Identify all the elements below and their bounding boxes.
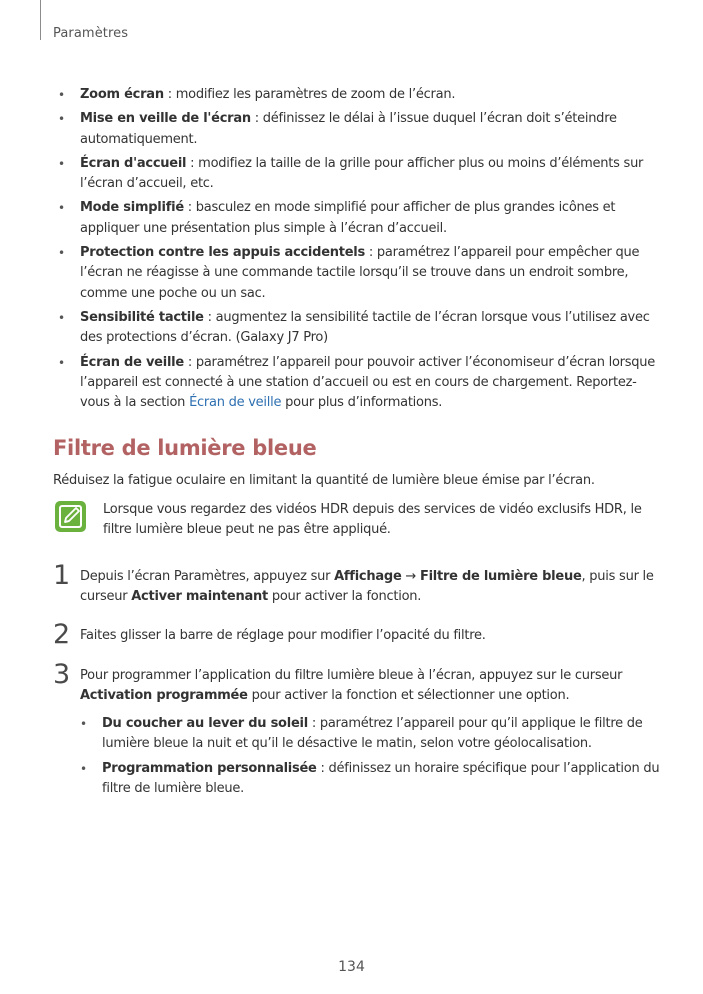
item-term: Du coucher au lever du soleil xyxy=(102,716,308,731)
step-text xyxy=(80,567,660,608)
item-text: : paramétrez l’appareil pour qu’il applique le filtre de lumière bleue la nuit et qu’il le désactive le matin, selon votre géolocalisation. xyxy=(102,716,643,752)
step-text: Faites glisser la barre de réglage pour modifier l’opacité du filtre. xyxy=(80,628,486,643)
bullet-icon: • xyxy=(58,88,65,102)
item-text: : définissez le délai à l’issue duquel l’écran doit s’éteindre automatiquement. xyxy=(80,111,617,147)
list-item xyxy=(58,353,658,414)
schedule-options-list xyxy=(80,714,660,803)
item-text-after: pour plus d’informations. xyxy=(281,395,443,411)
item-term: Protection contre les appuis accidentels xyxy=(80,245,365,261)
list-item xyxy=(58,109,658,150)
item-term: Programmation personnalisée xyxy=(102,760,317,776)
list-item xyxy=(80,759,660,800)
bullet-icon: • xyxy=(58,112,65,127)
list-item xyxy=(80,714,660,755)
note-pencil-icon xyxy=(54,500,87,533)
item-term: Écran de veille xyxy=(80,354,184,370)
item-text: : paramétrez l’appareil pour pouvoir activer l’économiseur d’écran lorsque l’appareil est connecté à une station d’accueil ou est en cours de chargement. Reportez-vous à la section xyxy=(80,354,656,411)
step-text-part: pour activer la fonction et sélectionner une option. xyxy=(247,688,570,704)
item-term: Zoom écran xyxy=(80,87,164,102)
note-text: Lorsque vous regardez des vidéos HDR depuis des services de vidéo exclusifs HDR, le filtre lumière bleue peut ne pas être appliqué. xyxy=(103,502,642,538)
list-item xyxy=(58,198,658,239)
bullet-icon: • xyxy=(58,246,65,261)
list-item xyxy=(58,243,658,304)
item-term: Écran d'accueil xyxy=(80,155,187,171)
item-term: Sensibilité tactile xyxy=(80,309,204,325)
bullet-icon: • xyxy=(58,355,65,370)
header-divider xyxy=(40,0,41,40)
menu-display: Affichage xyxy=(334,569,402,584)
item-text: : définissez un horaire spécifique pour l’application du filtre de lumière bleue. xyxy=(102,760,660,796)
step-number: 3 xyxy=(53,659,71,690)
page-number: 134 xyxy=(338,959,365,975)
list-item xyxy=(58,154,658,195)
step-number: 1 xyxy=(53,560,71,591)
item-text: : augmentez la sensibilité tactile de l’écran lorsque vous l’utilisez avec des protections d’écran. (Galaxy J7 Pro) xyxy=(80,309,650,346)
bullet-icon: • xyxy=(80,717,87,731)
step-text-part: , puis sur le curseur xyxy=(80,569,654,605)
step-text xyxy=(80,666,660,707)
page-header-title: Paramètres xyxy=(53,26,129,41)
item-text: : paramétrez l’appareil pour empêcher que l’écran ne réagisse à une commande tactile lorsqu’il se trouve dans un endroit sombre, comme une poche ou un sac. xyxy=(80,245,640,301)
list-item xyxy=(58,308,658,349)
step-text-part: Depuis l’écran Paramètres, appuyez sur xyxy=(80,569,335,584)
bullet-icon: • xyxy=(58,310,65,325)
screen-saver-link[interactable]: Écran de veille xyxy=(189,395,282,411)
section-intro: Réduisez la fatigue oculaire en limitant la quantité de lumière bleue émise par l’écran. xyxy=(53,473,595,488)
bullet-icon: • xyxy=(58,156,65,171)
item-term: Mode simplifié xyxy=(80,200,184,216)
bullet-icon: • xyxy=(80,761,87,776)
item-text: : modifiez la taille de la grille pour afficher plus ou moins d’éléments sur l’écran d’accueil, etc. xyxy=(80,155,644,192)
settings-bullet-list xyxy=(58,85,658,417)
menu-blue-light-filter: Filtre de lumière bleue xyxy=(419,569,582,584)
bullet-icon: • xyxy=(58,201,65,216)
item-term: Mise en veille de l'écran xyxy=(80,111,251,127)
step-text-part: Pour programmer l’application du filtre lumière bleue à l’écran, appuyez sur le curseur xyxy=(80,668,623,683)
item-text: : modifiez les paramètres de zoom de l’écran. xyxy=(163,87,456,102)
arrow-icon: → xyxy=(401,569,420,584)
menu-activate-now: Activer maintenant xyxy=(131,589,268,605)
item-text: : basculez en mode simplifié pour afficher de plus grandes icônes et appliquer une présentation plus simple à l’écran d’accueil. xyxy=(80,200,616,236)
step-text-part: pour activer la fonction. xyxy=(267,589,422,605)
menu-scheduled-activation: Activation programmée xyxy=(80,688,248,704)
step-number: 2 xyxy=(53,619,71,650)
list-item xyxy=(58,85,658,105)
section-heading: Filtre de lumière bleue xyxy=(53,436,317,460)
